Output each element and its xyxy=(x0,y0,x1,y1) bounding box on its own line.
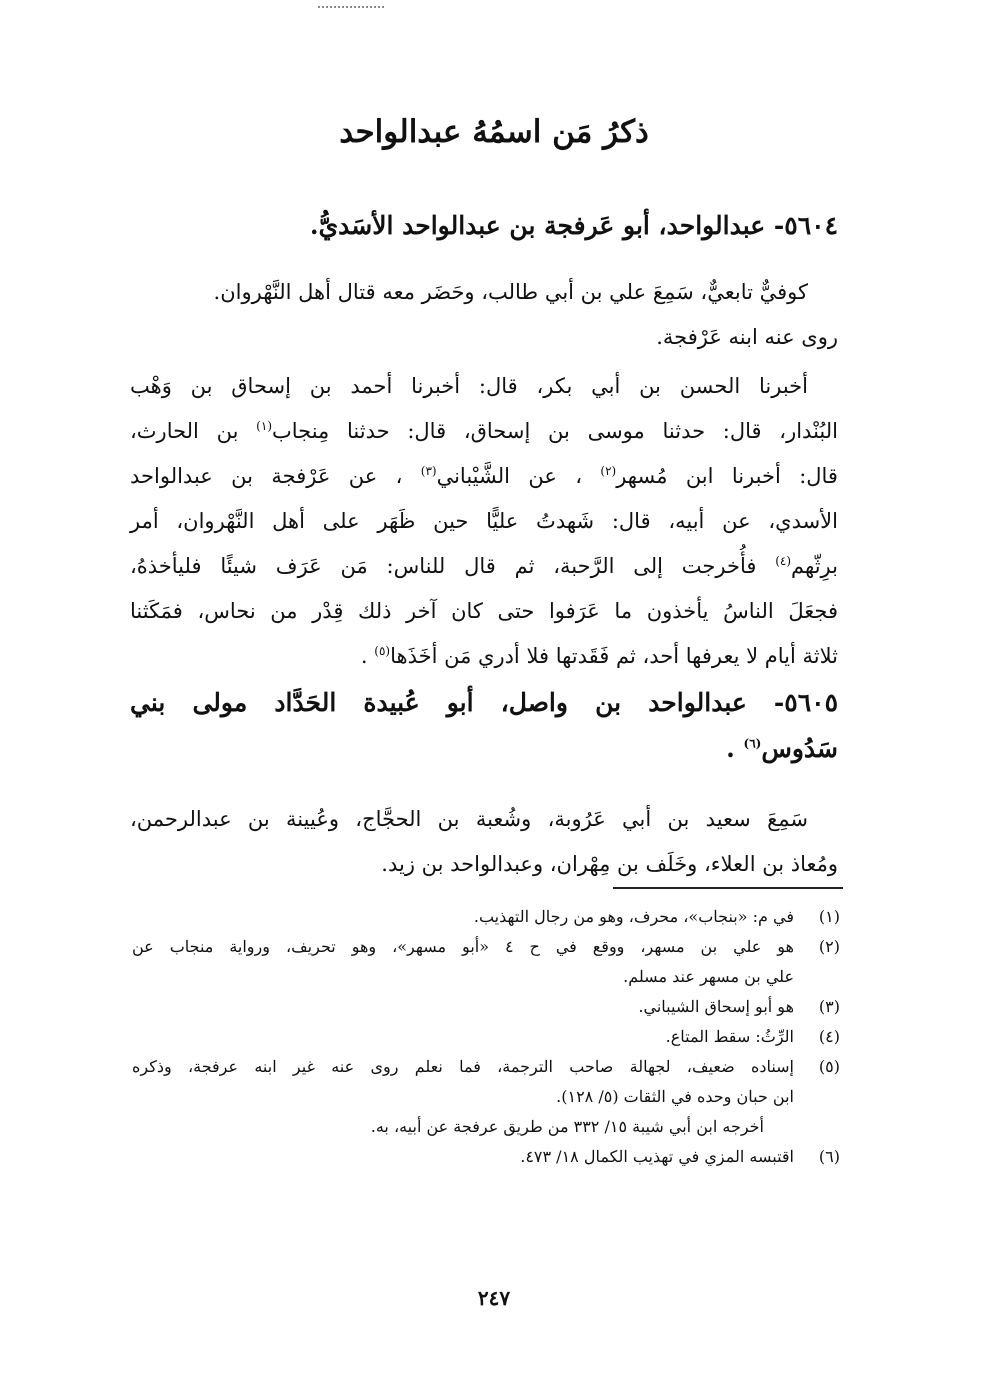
entry-5604-isnad xyxy=(130,364,838,679)
entry-5604-heading: ٥٦٠٤- عبدالواحد، أبو عَرفجة بن عبدالواحد الأسَديُّ. xyxy=(309,211,838,240)
footnote-number: (٣) xyxy=(818,997,840,1016)
footnote-2: (٢) هو علي بن مسهر، ووقع في ح ٤ «أبو مسهر»، وهو تحريف، ورواية منجاب عن علي بن مسهر عند مسلم. xyxy=(132,932,840,992)
footnote-number: (٤) xyxy=(818,1027,840,1046)
footnote-number: (٢) xyxy=(818,937,840,956)
isnad-line: الأسدي، عن أبيه، قال: شَهدتُ عليًّا حين ظَهَر على أهل النَّهْروان، أمر xyxy=(130,509,838,533)
footnote-ref: (٢) xyxy=(600,464,617,478)
isnad-line: فجعَلَ الناسُ يأخذون ما عَرَفوا حتى كان آخر ذلك قِدْر من نحاس، فمَكَثنا xyxy=(130,599,838,623)
isnad-line: البُنْدار، قال: حدثنا موسى بن إسحاق، قال: حدثنا مِنجاب$^{(١)}$ بن الحارث، xyxy=(130,419,838,443)
isnad-line: أخبرنا الحسن بن أبي بكر، قال: أخبرنا أحمد بن إسحاق بن وَهْب xyxy=(130,374,808,398)
footnote-3: (٣) هو أبو إسحاق الشيباني. xyxy=(132,992,840,1022)
footnote-1: (١) في م: «بنجاب»، محرف، وهو من رجال التهذيب. xyxy=(132,902,840,932)
heading-line: ٥٦٠٥- عبدالواحد بن واصل، أبو عُبيدة الحَدَّاد مولى بني xyxy=(130,688,838,717)
footnote-ref: (١) xyxy=(256,419,272,433)
isnad-line: ثلاثة أيام لا يعرفها أحد، ثم فَقَدتها فلا أدري مَن أخَذَها$^{(٥)}$ . xyxy=(360,644,838,668)
footnotes xyxy=(132,902,840,1172)
footnote-number: (٥) xyxy=(818,1057,840,1076)
isnad-line: قال: أخبرنا ابن مُسهر$^{(٢)}$ ، عن الشَّيْباني$^{(٣)}$ ، عن عَرْفجة بن عبدالواحد xyxy=(130,464,838,488)
bio-line: روى عنه ابنه عَرْفجة. xyxy=(656,325,838,349)
footnote-ref: (٦) xyxy=(743,736,762,751)
footnote-6: (٦) اقتبسه المزي في تهذيب الكمال ١٨/ ٤٧٣. xyxy=(132,1142,840,1172)
chapter-title: ذكرُ مَن اسمُهُ عبدالواحد xyxy=(339,114,649,150)
bio-line: سَمِعَ سعيد بن أبي عَرُوبة، وشُعبة بن الحجَّاج، وعُيينة بن عبدالرحمن، xyxy=(130,807,808,831)
footnote-separator xyxy=(613,887,843,889)
heading-line: سَدُوس$^{(٦)}$ . xyxy=(726,734,838,763)
entry-5605-heading xyxy=(130,680,838,772)
footnote-number: (٦) xyxy=(818,1147,840,1166)
entry-5604-bio xyxy=(130,270,838,360)
bio-line: كوفيٌّ تابعيٌّ، سَمِعَ علي بن أبي طالب، وحَضَر معه قتال أهل النَّهْروان. xyxy=(213,280,808,304)
entry-5605-bio xyxy=(130,797,838,887)
page-number: ٢٤٧ xyxy=(477,1286,511,1310)
footnote-ref: (٥) xyxy=(374,644,391,658)
footnote-ref: (٤) xyxy=(775,554,792,568)
footnote-4: (٤) الرِّثُ: سقط المتاع. xyxy=(132,1022,840,1052)
footnote-ref: (٣) xyxy=(420,464,437,478)
bio-line: ومُعاذ بن العلاء، وخَلَف بن مِهْران، وعبدالواحد بن زيد. xyxy=(381,852,838,876)
footnote-5: (٥) إسناده ضعيف، لجهالة صاحب الترجمة، فما نعلم روى عنه غير ابنه عرفجة، وذكره ابن حبان وحده في الثقات (٥/ ١٢٨). أخرجه ابن أبي شيبة ١٥/ ٣٣٢ من طريق عرفجة عن أبيه، به. xyxy=(132,1052,840,1142)
isnad-line: برِثّهم$^{(٤)}$ فأُخرجت إلى الرَّحبة، ثم قال للناس: مَن عَرَف شيئًا فليأخذهُ، xyxy=(130,554,838,578)
header-mark xyxy=(318,6,384,10)
footnote-number: (١) xyxy=(818,907,840,926)
